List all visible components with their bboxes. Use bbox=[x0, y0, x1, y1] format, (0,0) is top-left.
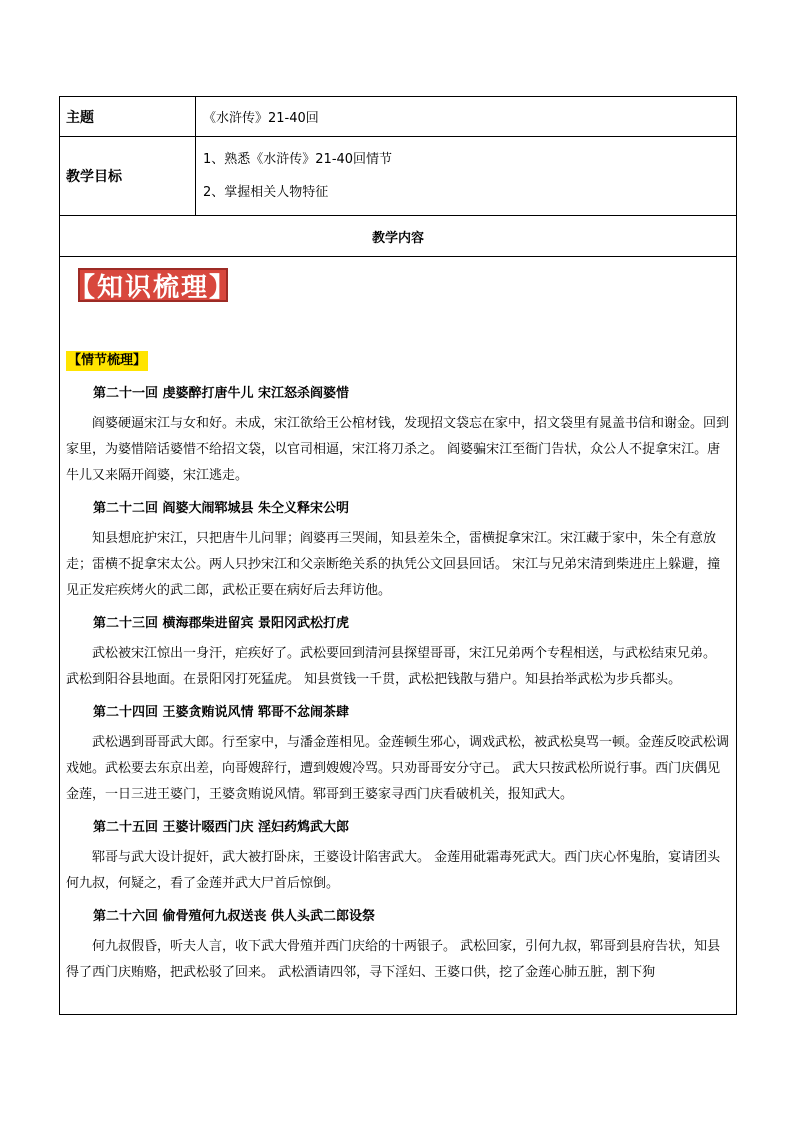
banner-text: 【知识梳理】 bbox=[69, 272, 238, 303]
goal-item: 1、熟悉《水浒传》21-40回情节 bbox=[203, 152, 393, 167]
chapter-summary: 何九叔假昏，听夫人言，收下武大骨殖并西门庆给的十两银子。 武松回家，引何九叔，郓哥到县府告状，知县得了西门庆贿赂，把武松驳了回来。 武松酒请四邻，寻下淫妇、王婆口供，挖了金莲心肺五脏，割下狗 bbox=[66, 939, 721, 980]
topic-value: 《水浒传》21-40回 bbox=[196, 97, 737, 137]
goals-row bbox=[60, 137, 737, 216]
topic-label: 主题 bbox=[60, 97, 196, 137]
chapter-title: 第二十二回 阎婆大闹郓城县 朱仝义释宋公明 bbox=[93, 501, 350, 516]
content-cell bbox=[60, 257, 737, 1015]
content-row bbox=[60, 257, 737, 1015]
chapter-list bbox=[66, 384, 733, 996]
chapter-title: 第二十四回 王婆贪贿说风情 郓哥不忿闹茶肆 bbox=[93, 705, 350, 720]
topic-row bbox=[60, 97, 737, 137]
chapter-summary: 郓哥与武大设计捉奸，武大被打卧床，王婆设计陷害武大。 金莲用砒霜毒死武大。西门庆心怀鬼胎，宴请团头何九叔，何疑之，看了金莲并武大尸首后惊倒。 bbox=[66, 850, 721, 891]
section-tag: 【情节梳理】 bbox=[66, 351, 148, 371]
chapter-title: 第二十一回 虔婆醉打唐牛儿 宋江怒杀阎婆惜 bbox=[93, 386, 350, 401]
chapter-summary: 知县想庇护宋江，只把唐牛儿问罪；阎婆再三哭闹，知县差朱仝，雷横捉拿宋江。宋江藏于家中，朱仝有意放走；雷横不捉拿宋太公。两人只抄宋江和父亲断绝关系的执凭公文回县回话。 宋江与兄弟宋清到柴进庄上躲避，撞见正发疟疾烤火的武二郎，武松正要在病好后去拜访他。 bbox=[66, 531, 721, 598]
chapter-summary: 阎婆硬逼宋江与女和好。未成，宋江欲给王公棺材钱，发现招文袋忘在家中，招文袋里有晁盖书信和谢金。回到家里，为婆惜陪话婆惜不给招文袋，以官司相逼，宋江将刀杀之。 阎婆骗宋江至衙门告状，众公人不捉拿宋江。唐牛儿又来隔开阎婆，宋江逃走。 bbox=[66, 416, 730, 483]
goals-cell bbox=[196, 137, 737, 216]
content-header-row bbox=[60, 216, 737, 257]
goal-item: 2、掌握相关人物特征 bbox=[203, 185, 329, 200]
chapter-title: 第二十三回 横海郡柴进留宾 景阳冈武松打虎 bbox=[93, 616, 350, 631]
knowledge-banner bbox=[69, 268, 238, 303]
chapter-title: 第二十五回 王婆计啜西门庆 淫妇药鸩武大郎 bbox=[93, 820, 350, 835]
chapter-title: 第二十六回 偷骨殖何九叔送丧 供人头武二郎设祭 bbox=[93, 909, 376, 924]
content-heading: 教学内容 bbox=[60, 216, 737, 257]
lesson-table bbox=[59, 96, 737, 1015]
goals-label: 教学目标 bbox=[60, 137, 196, 216]
chapter-summary: 武松被宋江惊出一身汗，疟疾好了。武松要回到清河县探望哥哥，宋江兄弟两个专程相送，与武松结束兄弟。 武松到阳谷县地面。在景阳冈打死猛虎。 知县赏钱一千贯，武松把钱散与猎户。知县抬举武松为步兵都头。 bbox=[66, 646, 717, 687]
chapter-summary: 武松遇到哥哥武大郎。行至家中，与潘金莲相见。金莲顿生邪心，调戏武松，被武松臭骂一顿。金莲反咬武松调戏她。武松要去东京出差，向哥嫂辞行，遭到嫂嫂冷骂。只劝哥哥安分守己。 武大只按武松所说行事。西门庆偶见金莲，一日三进王婆门，王婆贪贿说风情。郓哥到王婆家寻西门庆看破机关，报知武大。 bbox=[66, 735, 730, 802]
